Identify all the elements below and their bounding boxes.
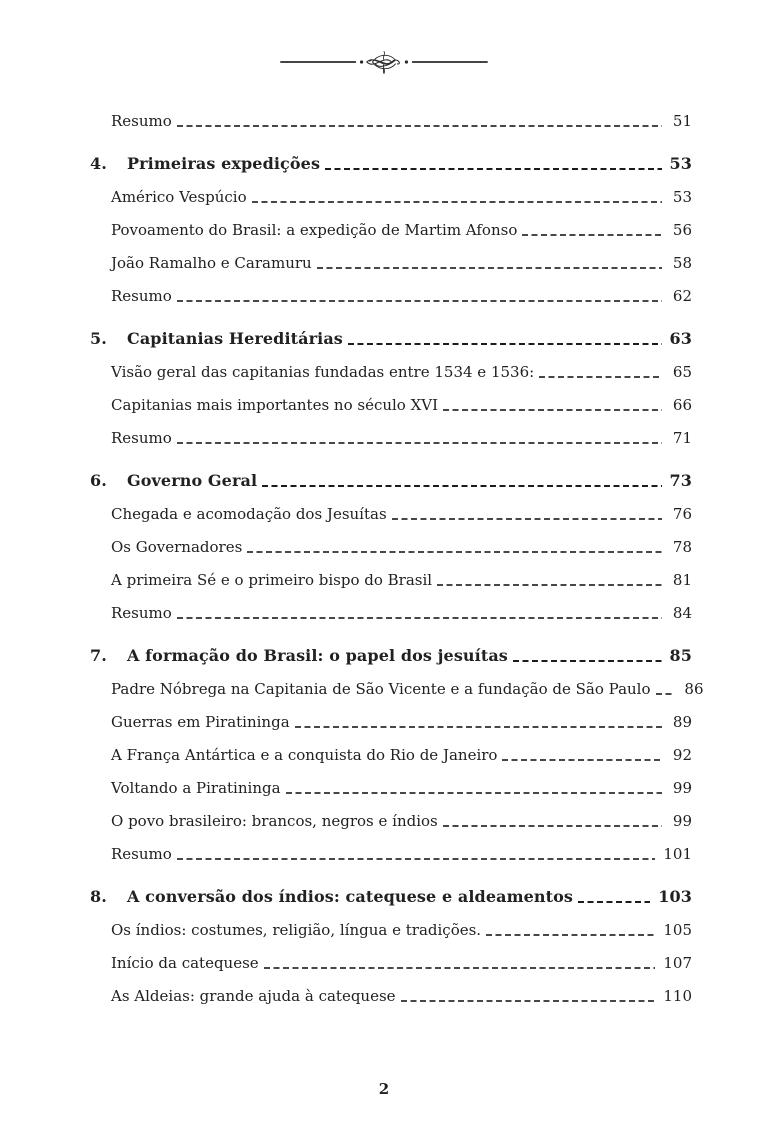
entry-title: Governo Geral bbox=[127, 471, 258, 490]
entry-page-number: 103 bbox=[658, 887, 692, 906]
dotted-leader bbox=[522, 234, 662, 236]
entry-page-number: 101 bbox=[663, 845, 692, 863]
page-number: 2 bbox=[378, 1080, 390, 1098]
entry-title: Primeiras expedições bbox=[127, 154, 321, 173]
entry-title: A conversão dos índios: catequese e aldeamentos bbox=[127, 887, 574, 906]
entry-page-number: 58 bbox=[672, 254, 692, 272]
dotted-leader bbox=[392, 518, 662, 520]
toc-chapter-entry bbox=[90, 645, 692, 666]
entry-page-number: 107 bbox=[663, 954, 692, 972]
toc-sub-entry bbox=[90, 571, 692, 590]
dotted-leader bbox=[443, 409, 662, 411]
entry-title: A formação do Brasil: o papel dos jesuítas bbox=[127, 646, 508, 665]
toc-chapter-entry bbox=[90, 153, 692, 174]
entry-title: Resumo bbox=[111, 112, 172, 130]
entry-page-number: 78 bbox=[672, 538, 692, 556]
entry-title: Resumo bbox=[111, 604, 172, 622]
entry-page-number: 76 bbox=[672, 505, 692, 523]
toc-sub-entry bbox=[90, 221, 692, 240]
chapter-number: 7. bbox=[90, 646, 107, 665]
entry-page-number: 99 bbox=[672, 779, 692, 797]
entry-title: Capitanias Hereditárias bbox=[127, 329, 343, 348]
dotted-leader bbox=[264, 967, 656, 969]
toc-sub-entry bbox=[90, 287, 692, 306]
toc-sub-entry bbox=[90, 363, 692, 382]
document-page bbox=[0, 44, 768, 1098]
dotted-leader bbox=[247, 551, 662, 553]
entry-page-number: 63 bbox=[669, 329, 692, 348]
dotted-leader bbox=[317, 267, 662, 269]
dotted-leader bbox=[348, 343, 662, 345]
toc-sub-entry bbox=[90, 713, 692, 732]
entry-page-number: 51 bbox=[672, 112, 692, 130]
entry-title: Padre Nóbrega na Capitania de São Vicente e a fundação de São Paulo bbox=[111, 680, 651, 698]
entry-title: Voltando a Piratininga bbox=[111, 779, 281, 797]
entry-title: Resumo bbox=[111, 429, 172, 447]
entry-title: A primeira Sé e o primeiro bispo do Brasil bbox=[111, 571, 433, 589]
toc-sub-entry bbox=[90, 845, 692, 864]
toc-chapter-entry bbox=[90, 886, 692, 907]
toc-sub-entry bbox=[90, 538, 692, 557]
entry-page-number: 56 bbox=[672, 221, 692, 239]
dotted-leader bbox=[262, 485, 661, 487]
entry-page-number: 53 bbox=[672, 188, 692, 206]
entry-page-number: 86 bbox=[684, 680, 704, 698]
dotted-leader bbox=[578, 901, 650, 903]
entry-title: Visão geral das capitanias fundadas entre 1534 e 1536: bbox=[111, 363, 535, 381]
toc-sub-entry bbox=[90, 112, 692, 131]
entry-page-number: 85 bbox=[669, 646, 692, 665]
toc-sub-entry bbox=[90, 987, 692, 1006]
dotted-leader bbox=[443, 825, 662, 827]
toc-sub-entry bbox=[90, 812, 692, 831]
toc-sub-entry bbox=[90, 254, 692, 273]
entry-page-number: 66 bbox=[672, 396, 692, 414]
entry-title: Resumo bbox=[111, 845, 172, 863]
toc-chapter-entry bbox=[90, 328, 692, 349]
dotted-leader bbox=[401, 1000, 656, 1002]
entry-page-number: 81 bbox=[672, 571, 692, 589]
dotted-leader bbox=[295, 726, 662, 728]
entry-page-number: 110 bbox=[663, 987, 692, 1005]
dotted-leader bbox=[513, 660, 662, 662]
entry-title: As Aldeias: grande ajuda à catequese bbox=[111, 987, 396, 1005]
toc-sub-entry bbox=[90, 954, 692, 973]
dotted-leader bbox=[177, 858, 656, 860]
dotted-leader bbox=[252, 201, 662, 203]
entry-page-number: 71 bbox=[672, 429, 692, 447]
dotted-leader bbox=[177, 300, 662, 302]
dotted-leader bbox=[539, 376, 662, 378]
dotted-leader bbox=[656, 693, 674, 695]
dotted-leader bbox=[286, 792, 662, 794]
entry-title: Resumo bbox=[111, 287, 172, 305]
chapter-number: 4. bbox=[90, 154, 107, 173]
entry-title: O povo brasileiro: brancos, negros e índios bbox=[111, 812, 438, 830]
toc-sub-entry bbox=[90, 604, 692, 623]
toc-sub-entry bbox=[90, 680, 704, 699]
entry-page-number: 92 bbox=[672, 746, 692, 764]
toc-sub-entry bbox=[90, 921, 692, 940]
dotted-leader bbox=[177, 125, 662, 127]
toc-sub-entry bbox=[90, 779, 692, 798]
entry-title: Povoamento do Brasil: a expedição de Martim Afonso bbox=[111, 221, 518, 239]
entry-title: João Ramalho e Caramuru bbox=[111, 254, 312, 272]
entry-title: Guerras em Piratininga bbox=[111, 713, 290, 731]
entry-page-number: 73 bbox=[669, 471, 692, 490]
entry-page-number: 53 bbox=[669, 154, 692, 173]
dotted-leader bbox=[177, 442, 662, 444]
dotted-leader bbox=[437, 584, 662, 586]
entry-title: Américo Vespúcio bbox=[111, 188, 247, 206]
toc-sub-entry bbox=[90, 505, 692, 524]
calligraphic-divider-icon bbox=[279, 45, 489, 79]
entry-page-number: 99 bbox=[672, 812, 692, 830]
toc-list bbox=[0, 112, 768, 1006]
entry-title: Os Governadores bbox=[111, 538, 243, 556]
entry-page-number: 65 bbox=[672, 363, 692, 381]
entry-page-number: 105 bbox=[663, 921, 692, 939]
toc-sub-entry bbox=[90, 746, 692, 765]
toc-sub-entry bbox=[90, 188, 692, 207]
entry-title: Os índios: costumes, religião, língua e tradições. bbox=[111, 921, 482, 939]
dotted-leader bbox=[177, 617, 662, 619]
entry-title: Capitanias mais importantes no século XVI bbox=[111, 396, 439, 414]
divider-ornament bbox=[274, 44, 494, 80]
toc-sub-entry bbox=[90, 396, 692, 415]
chapter-number: 5. bbox=[90, 329, 107, 348]
toc-sub-entry bbox=[90, 429, 692, 448]
chapter-number: 8. bbox=[90, 887, 107, 906]
dotted-leader bbox=[325, 168, 661, 170]
entry-title: Chegada e acomodação dos Jesuítas bbox=[111, 505, 387, 523]
entry-page-number: 89 bbox=[672, 713, 692, 731]
entry-page-number: 62 bbox=[672, 287, 692, 305]
toc-chapter-entry bbox=[90, 470, 692, 491]
entry-page-number: 84 bbox=[672, 604, 692, 622]
entry-title: Início da catequese bbox=[111, 954, 259, 972]
chapter-number: 6. bbox=[90, 471, 107, 490]
dotted-leader bbox=[502, 759, 662, 761]
dotted-leader bbox=[486, 934, 655, 936]
entry-title: A França Antártica e a conquista do Rio de Janeiro bbox=[111, 746, 498, 764]
